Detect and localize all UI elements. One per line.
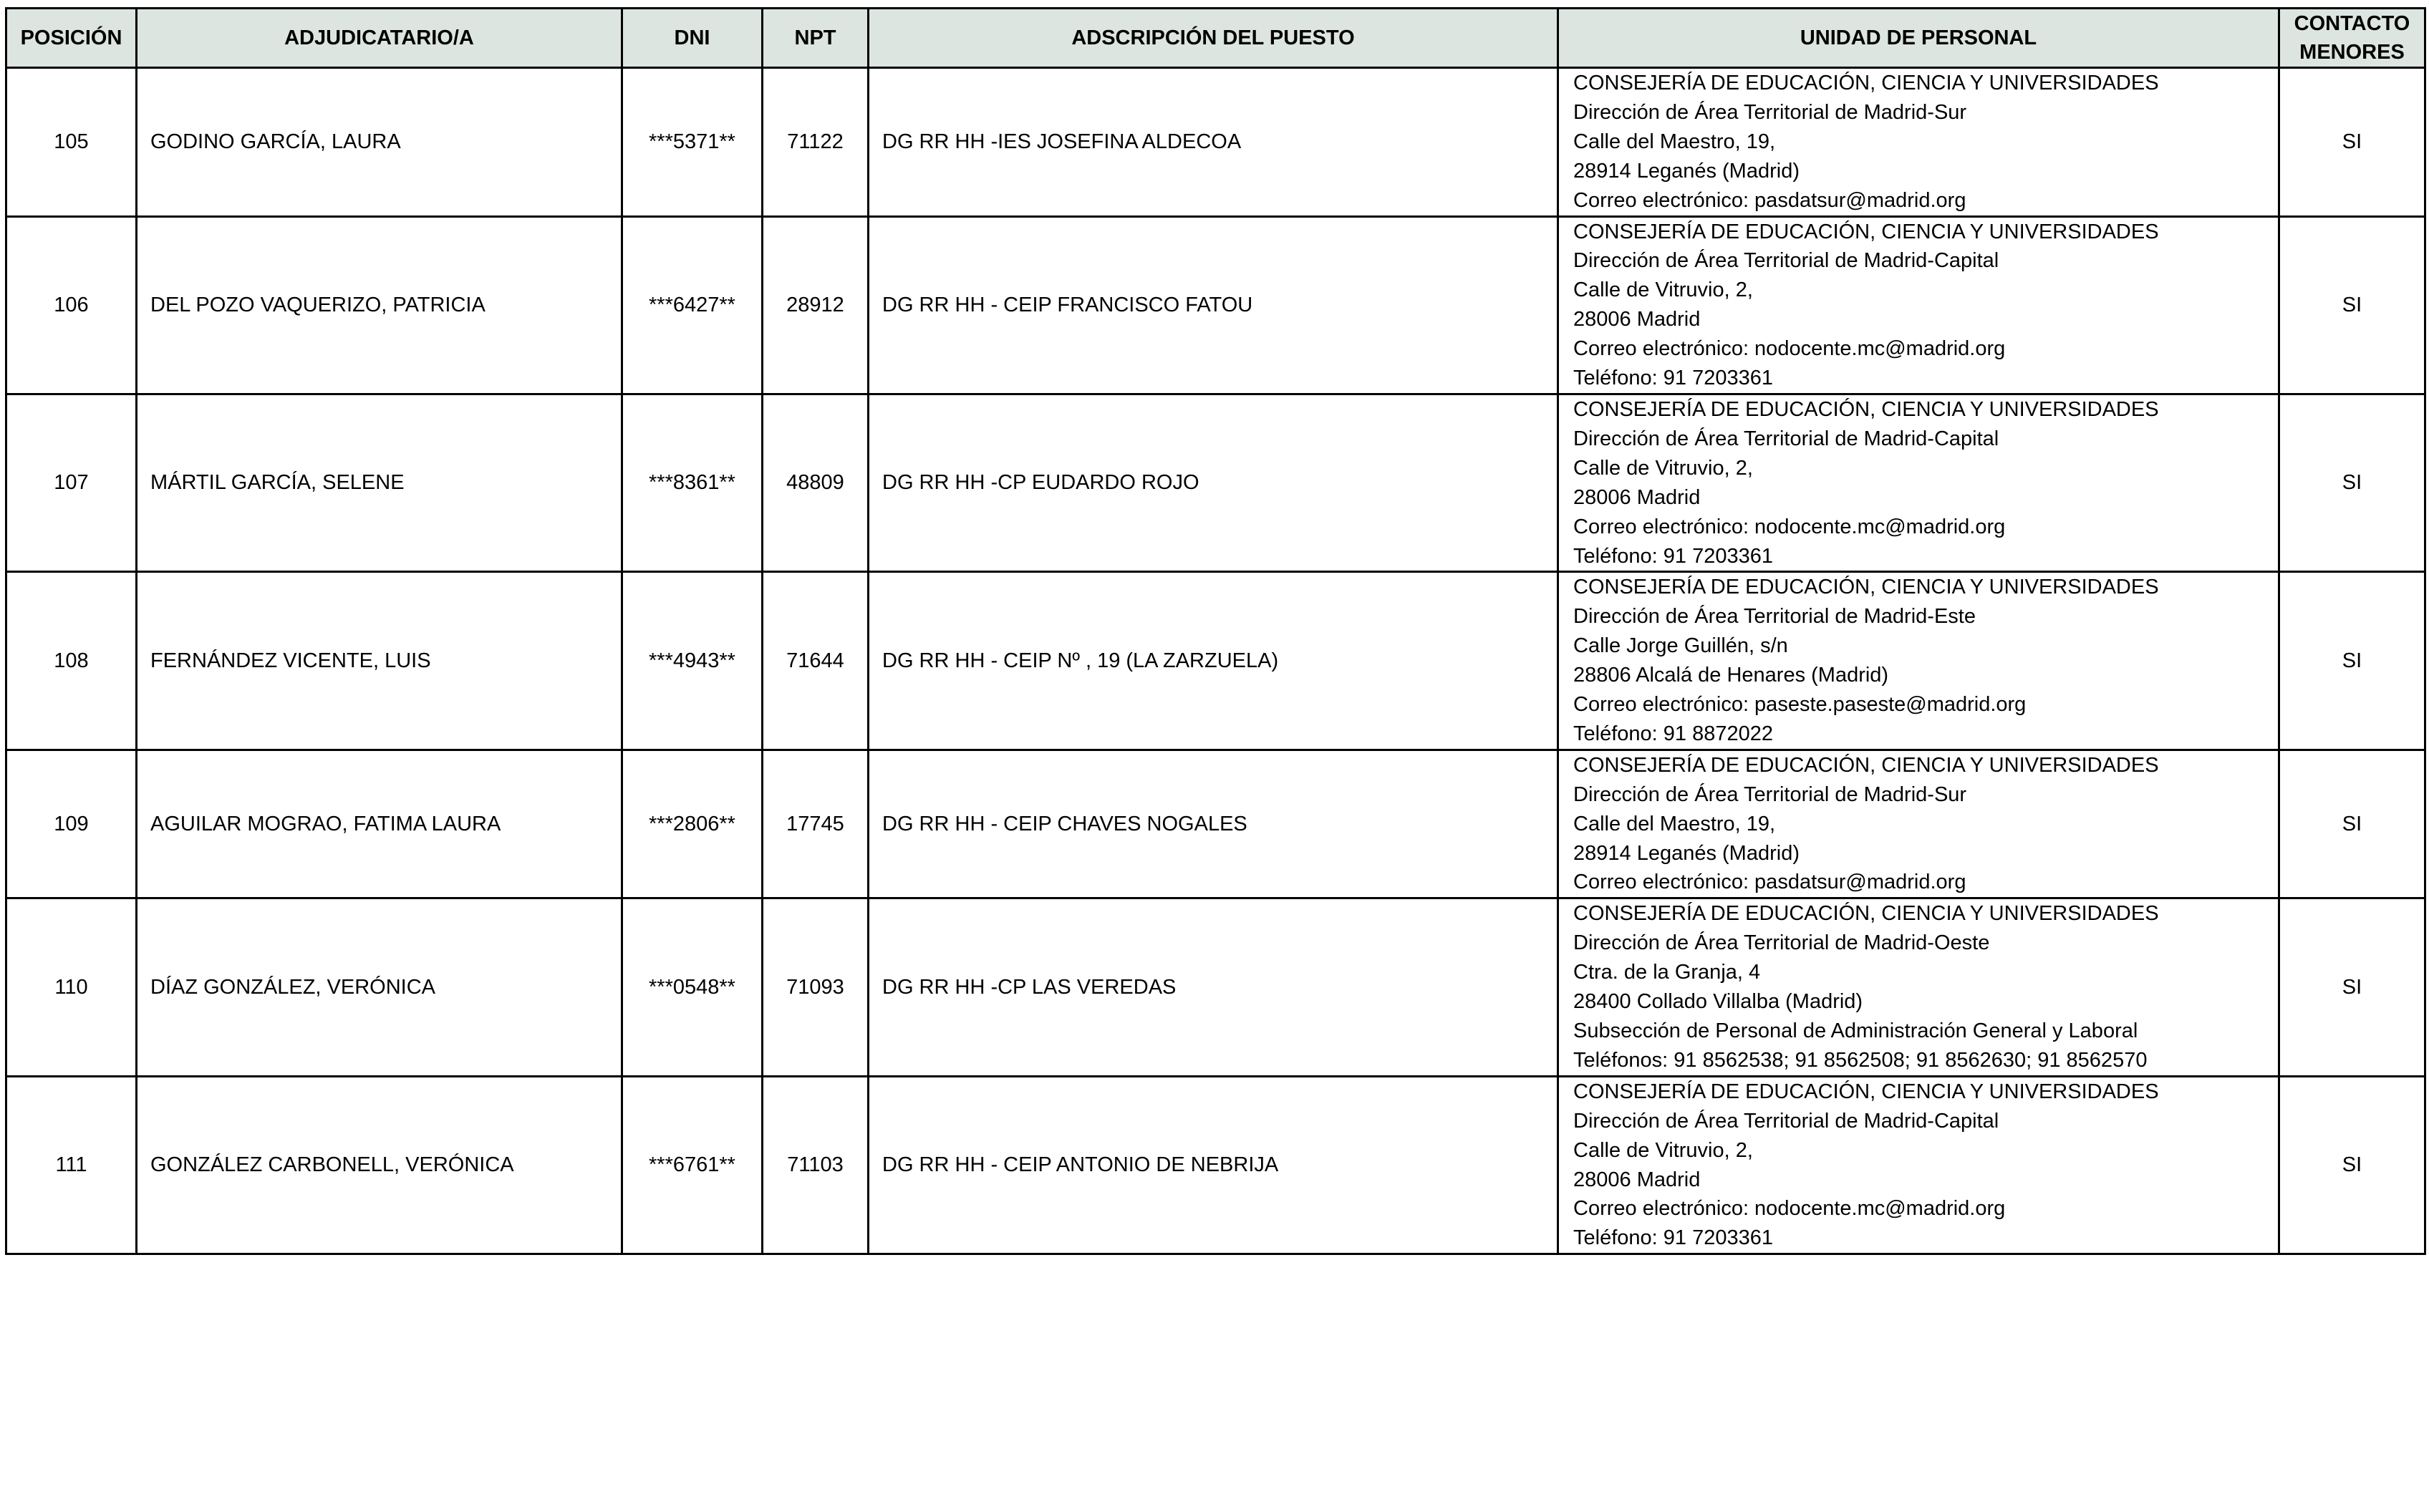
cell-dni: ***0548** xyxy=(622,898,763,1076)
unidad-line: Teléfono: 91 7203361 xyxy=(1573,367,1773,390)
header-row xyxy=(6,9,2425,68)
unidad-line: Dirección de Área Territorial de Madrid-Oeste xyxy=(1573,931,1990,955)
unidad-line: CONSEJERÍA DE EDUCACIÓN, CIENCIA Y UNIVERSIDADES xyxy=(1573,1080,2159,1103)
cell-unidad xyxy=(1558,216,2279,394)
table-row xyxy=(6,572,2425,750)
unidad-line: 28914 Leganés (Madrid) xyxy=(1573,159,1800,183)
unidad-line: Subsección de Personal de Administración General y Laboral xyxy=(1573,1019,2138,1042)
unidad-line: Dirección de Área Territorial de Madrid-Sur xyxy=(1573,782,1967,806)
unidad-line: Calle de Vitruvio, 2, xyxy=(1573,456,1753,480)
unidad-line: 28006 Madrid xyxy=(1573,1168,1701,1191)
cell-contacto: SI xyxy=(2279,750,2425,898)
unidad-line: Correo electrónico: nodocente.mc@madrid.org xyxy=(1573,1197,2006,1221)
cell-unidad xyxy=(1558,68,2279,217)
unidad-line: Calle del Maestro, 19, xyxy=(1573,130,1776,153)
unidad-line: CONSEJERÍA DE EDUCACIÓN, CIENCIA Y UNIVERSIDADES xyxy=(1573,576,2159,599)
unidad-line: Correo electrónico: nodocente.mc@madrid.org xyxy=(1573,515,2006,538)
cell-posicion: 110 xyxy=(6,898,137,1076)
table-row xyxy=(6,750,2425,898)
unidad-line: Dirección de Área Territorial de Madrid-Capital xyxy=(1573,1109,1999,1133)
cell-unidad xyxy=(1558,572,2279,750)
cell-adjudicatario: GONZÁLEZ CARBONELL, VERÓNICA xyxy=(137,1076,622,1254)
adjudicaciones-table xyxy=(5,7,2426,1255)
cell-dni: ***2806** xyxy=(622,750,763,898)
cell-adscripcion: DG RR HH -CP EUDARDO ROJO xyxy=(869,394,1558,571)
header-contacto-line2: MENORES xyxy=(2299,41,2405,64)
cell-adjudicatario: DEL POZO VAQUERIZO, PATRICIA xyxy=(137,216,622,394)
cell-unidad xyxy=(1558,394,2279,571)
unidad-line: Ctra. de la Granja, 4 xyxy=(1573,961,1761,984)
cell-dni: ***6761** xyxy=(622,1076,763,1254)
unidad-line: Correo electrónico: pasdatsur@madrid.org xyxy=(1573,871,1966,894)
cell-adscripcion: DG RR HH - CEIP ANTONIO DE NEBRIJA xyxy=(869,1076,1558,1254)
cell-adjudicatario: AGUILAR MOGRAO, FATIMA LAURA xyxy=(137,750,622,898)
unidad-line: CONSEJERÍA DE EDUCACIÓN, CIENCIA Y UNIVERSIDADES xyxy=(1573,220,2159,243)
cell-dni: ***4943** xyxy=(622,572,763,750)
table-row xyxy=(6,68,2425,217)
unidad-line: Dirección de Área Territorial de Madrid-Capital xyxy=(1573,249,1999,273)
unidad-line: Calle de Vitruvio, 2, xyxy=(1573,278,1753,302)
cell-npt: 71103 xyxy=(763,1076,869,1254)
unidad-line: Teléfonos: 91 8562538; 91 8562508; 91 8562630; 91 8562570 xyxy=(1573,1048,2148,1072)
header-dni: DNI xyxy=(622,9,763,68)
header-posicion: POSICIÓN xyxy=(6,9,137,68)
unidad-line: Dirección de Área Territorial de Madrid-Sur xyxy=(1573,100,1967,124)
cell-adscripcion: DG RR HH - CEIP Nº , 19 (LA ZARZUELA) xyxy=(869,572,1558,750)
unidad-line: Dirección de Área Territorial de Madrid-Este xyxy=(1573,605,1976,629)
unidad-line: 28806 Alcalá de Henares (Madrid) xyxy=(1573,664,1889,687)
unidad-line: Teléfono: 91 8872022 xyxy=(1573,722,1773,745)
cell-adjudicatario: FERNÁNDEZ VICENTE, LUIS xyxy=(137,572,622,750)
cell-dni: ***6427** xyxy=(622,216,763,394)
cell-adscripcion: DG RR HH -CP LAS VEREDAS xyxy=(869,898,1558,1076)
unidad-line: 28914 Leganés (Madrid) xyxy=(1573,841,1800,865)
cell-unidad xyxy=(1558,750,2279,898)
cell-npt: 71644 xyxy=(763,572,869,750)
cell-posicion: 108 xyxy=(6,572,137,750)
cell-posicion: 107 xyxy=(6,394,137,571)
cell-unidad xyxy=(1558,1076,2279,1254)
unidad-line: 28006 Madrid xyxy=(1573,485,1701,509)
unidad-line: 28400 Collado Villalba (Madrid) xyxy=(1573,990,1863,1014)
cell-dni: ***8361** xyxy=(622,394,763,571)
cell-npt: 71093 xyxy=(763,898,869,1076)
cell-posicion: 105 xyxy=(6,68,137,217)
cell-adjudicatario: MÁRTIL GARCÍA, SELENE xyxy=(137,394,622,571)
cell-dni: ***5371** xyxy=(622,68,763,217)
cell-contacto: SI xyxy=(2279,216,2425,394)
cell-posicion: 111 xyxy=(6,1076,137,1254)
unidad-line: 28006 Madrid xyxy=(1573,308,1701,331)
cell-npt: 28912 xyxy=(763,216,869,394)
cell-npt: 48809 xyxy=(763,394,869,571)
cell-adjudicatario: DÍAZ GONZÁLEZ, VERÓNICA xyxy=(137,898,622,1076)
cell-npt: 71122 xyxy=(763,68,869,217)
unidad-line: Calle del Maestro, 19, xyxy=(1573,812,1776,835)
cell-contacto: SI xyxy=(2279,394,2425,571)
table-row xyxy=(6,1076,2425,1254)
unidad-line: CONSEJERÍA DE EDUCACIÓN, CIENCIA Y UNIVERSIDADES xyxy=(1573,72,2159,94)
unidad-line: Teléfono: 91 7203361 xyxy=(1573,1226,1773,1250)
table-row xyxy=(6,898,2425,1076)
cell-adscripcion: DG RR HH -IES JOSEFINA ALDECOA xyxy=(869,68,1558,217)
header-contacto-line1: CONTACTO xyxy=(2294,12,2410,35)
header-npt: NPT xyxy=(763,9,869,68)
cell-posicion: 109 xyxy=(6,750,137,898)
unidad-line: Calle de Vitruvio, 2, xyxy=(1573,1138,1753,1162)
cell-npt: 17745 xyxy=(763,750,869,898)
cell-adscripcion: DG RR HH - CEIP CHAVES NOGALES xyxy=(869,750,1558,898)
unidad-line: Dirección de Área Territorial de Madrid-Capital xyxy=(1573,427,1999,450)
unidad-line: Calle Jorge Guillén, s/n xyxy=(1573,634,1788,658)
unidad-line: Correo electrónico: nodocente.mc@madrid.org xyxy=(1573,337,2006,361)
header-contacto-menores xyxy=(2279,9,2425,68)
unidad-line: Teléfono: 91 7203361 xyxy=(1573,544,1773,568)
cell-contacto: SI xyxy=(2279,572,2425,750)
header-unidad: UNIDAD DE PERSONAL xyxy=(1558,9,2279,68)
unidad-line: Correo electrónico: pasdatsur@madrid.org xyxy=(1573,188,1966,212)
cell-unidad xyxy=(1558,898,2279,1076)
table-row xyxy=(6,216,2425,394)
cell-contacto: SI xyxy=(2279,68,2425,217)
cell-adjudicatario: GODINO GARCÍA, LAURA xyxy=(137,68,622,217)
unidad-line: CONSEJERÍA DE EDUCACIÓN, CIENCIA Y UNIVERSIDADES xyxy=(1573,753,2159,777)
header-adscripcion: ADSCRIPCIÓN DEL PUESTO xyxy=(869,9,1558,68)
table-row xyxy=(6,394,2425,571)
unidad-line: CONSEJERÍA DE EDUCACIÓN, CIENCIA Y UNIVERSIDADES xyxy=(1573,902,2159,926)
cell-contacto: SI xyxy=(2279,898,2425,1076)
header-adjudicatario: ADJUDICATARIO/A xyxy=(137,9,622,68)
cell-posicion: 106 xyxy=(6,216,137,394)
cell-contacto: SI xyxy=(2279,1076,2425,1254)
unidad-line: CONSEJERÍA DE EDUCACIÓN, CIENCIA Y UNIVERSIDADES xyxy=(1573,397,2159,421)
unidad-line: Correo electrónico: paseste.paseste@madrid.org xyxy=(1573,693,2027,717)
cell-adscripcion: DG RR HH - CEIP FRANCISCO FATOU xyxy=(869,216,1558,394)
